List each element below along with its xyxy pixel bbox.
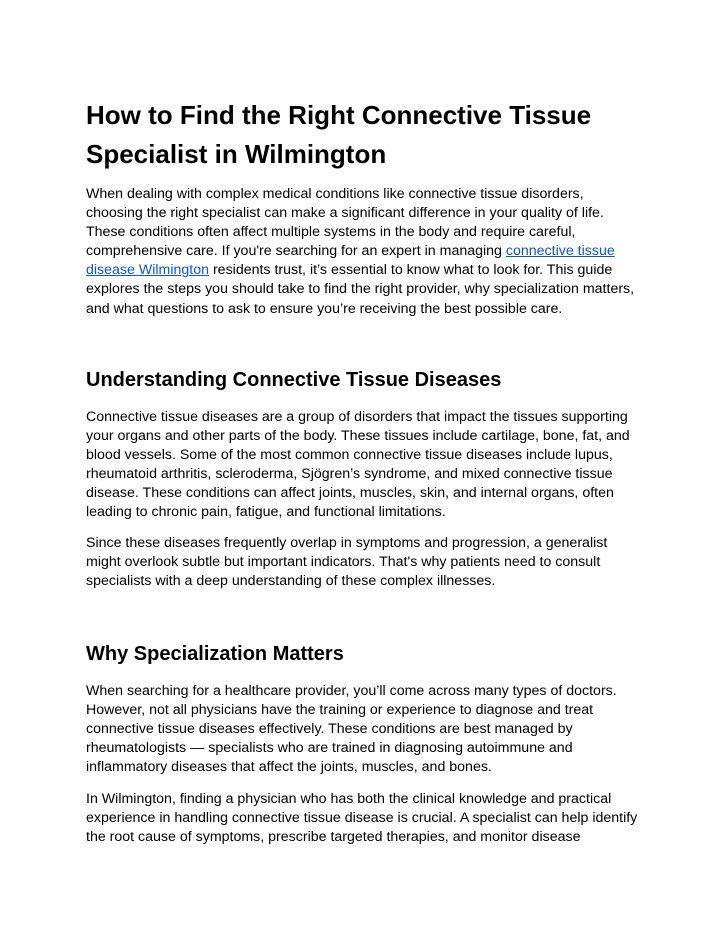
understanding-paragraph-2: Since these diseases frequently overlap in symptoms and progression, a generalist might overlook subtle but important indicators. That's why patients need to consult specialists with a deep understanding of these complex illnesses.: [86, 535, 608, 590]
intro-text-before-link: When dealing with complex medical conditions like connective tissue disorders, choosing the right specialist can make a significant difference in your quality of life. These conditions often affect multiple systems in the body and require careful, comprehensive care. If you're searching for an expert in managing: [86, 186, 604, 260]
connective-tissue-disease-link[interactable]: connective tissue disease Wilmington: [86, 243, 615, 279]
section-heading-why-specialization: Why Specialization Matters: [86, 643, 344, 665]
intro-paragraph: [86, 185, 642, 319]
why-specialization-paragraph-2: In Wilmington, finding a physician who has both the clinical knowledge and practical experience in handling connective tissue disease is crucial. A specialist can help identify the root cause of symptoms, prescribe targeted therapies, and monitor disease: [86, 791, 638, 846]
section-heading-understanding: Understanding Connective Tissue Diseases: [86, 369, 502, 391]
page-title: How to Find the Right Connective Tissue Specialist in Wilmington: [86, 100, 592, 169]
why-specialization-paragraph-1: When searching for a healthcare provider, you’ll come across many types of doctors. However, not all physicians have the training or experience to diagnose and treat connective tissue diseases effectively. These conditions are best managed by rheumatologists — specialists who are trained in diagnosing autoimmune and inflammatory diseases that affect the joints, muscles, and bones.: [86, 683, 617, 776]
intro-text-after-link: residents trust, it’s essential to know what to look for. This guide explores the steps you should take to find the right provider, why specialization matters, and what questions to ask to ensure you’re receiving the best possible care.: [86, 262, 635, 317]
understanding-paragraph-1: Connective tissue diseases are a group of disorders that impact the tissues supporting your organs and other parts of the body. These tissues include cartilage, bone, fat, and blood vessels. Some of the most common connective tissue diseases include lupus, rheumatoid arthritis, scleroderma, Sjögren’s syndrome, and mixed connective tissue disease. These conditions can affect joints, muscles, skin, and internal organs, often leading to chronic pain, fatigue, and functional limitations.: [86, 409, 630, 521]
